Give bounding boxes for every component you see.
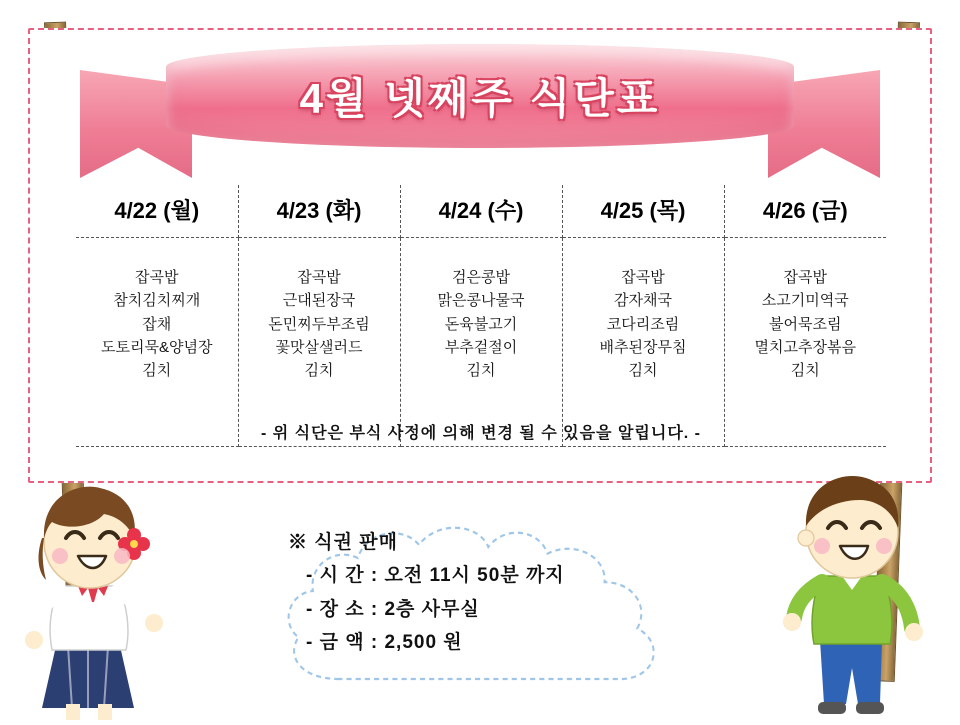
menu-cell-mon bbox=[76, 238, 238, 447]
ticket-info-text bbox=[250, 526, 680, 659]
ticket-info-time: - 시 간 : 오전 11시 50분 까지 bbox=[306, 565, 565, 587]
dish-item: 김치 bbox=[142, 362, 172, 379]
ribbon-banner bbox=[166, 44, 794, 148]
boy-character-illustration bbox=[756, 452, 956, 720]
dish-item: 도토리묵&양념장 bbox=[101, 338, 213, 356]
disclaimer-note: - 위 식단은 부식 사정에 의해 변경 될 수 있음을 알립니다. - bbox=[260, 425, 702, 442]
dish-item: 김치 bbox=[304, 362, 334, 379]
table-header-cell-thu: 4/25 (목) bbox=[562, 185, 724, 238]
menu-cell-wed bbox=[400, 238, 562, 447]
dish-item: 꽃맛살샐러드 bbox=[275, 338, 363, 356]
dish-item: 잡곡밥 bbox=[135, 269, 179, 286]
dish-item: 참치김치찌개 bbox=[113, 292, 201, 310]
dish-item: 잡채 bbox=[142, 315, 172, 333]
dish-item: 근대된장국 bbox=[282, 292, 356, 310]
page-title: 4월 넷째주 식단표 bbox=[299, 75, 661, 122]
ticket-info-place: - 장 소 : 2층 사무실 bbox=[306, 598, 480, 620]
dish-item: 배추된장무침 bbox=[599, 338, 687, 356]
ticket-info-heading: ※ 식권 판매 bbox=[288, 532, 398, 553]
dish-item: 돈육불고기 bbox=[444, 315, 518, 333]
ticket-info-price: - 금 액 : 2,500 원 bbox=[306, 631, 463, 653]
dish-item: 김치 bbox=[466, 362, 496, 379]
dish-item: 감자채국 bbox=[614, 292, 672, 310]
dish-item: 잡곡밥 bbox=[783, 269, 827, 286]
dish-item: 잡곡밥 bbox=[621, 269, 665, 286]
dish-item: 잡곡밥 bbox=[297, 269, 341, 286]
table-header-row bbox=[76, 185, 886, 238]
dish-item: 소고기미역국 bbox=[761, 292, 849, 310]
menu-cell-thu bbox=[562, 238, 724, 447]
dish-item: 코다리조림 bbox=[606, 315, 680, 333]
dish-item: 김치 bbox=[628, 362, 658, 379]
dish-item: 돈민찌두부조림 bbox=[268, 315, 370, 333]
dish-item: 김치 bbox=[790, 362, 820, 379]
menu-cell-fri bbox=[724, 238, 886, 447]
dish-item: 부추겉절이 bbox=[444, 338, 518, 356]
table-header-cell-mon: 4/22 (월) bbox=[76, 185, 238, 238]
weekly-menu-table bbox=[76, 185, 886, 447]
dish-item: 불어묵조림 bbox=[769, 315, 842, 333]
table-header-cell-tue: 4/23 (화) bbox=[238, 185, 400, 238]
dish-item: 검은콩밥 bbox=[452, 269, 510, 286]
dish-item: 멸치고추장볶음 bbox=[754, 338, 856, 356]
title-ribbon bbox=[80, 36, 880, 186]
table-row bbox=[76, 238, 886, 447]
girl-character-illustration bbox=[8, 460, 208, 720]
ticket-info-cloud bbox=[250, 500, 680, 700]
menu-cell-tue bbox=[238, 238, 400, 447]
table-header-cell-wed: 4/24 (수) bbox=[400, 185, 562, 238]
dish-item: 맑은콩나물국 bbox=[437, 292, 525, 310]
table-header-cell-fri: 4/26 (금) bbox=[724, 185, 886, 238]
